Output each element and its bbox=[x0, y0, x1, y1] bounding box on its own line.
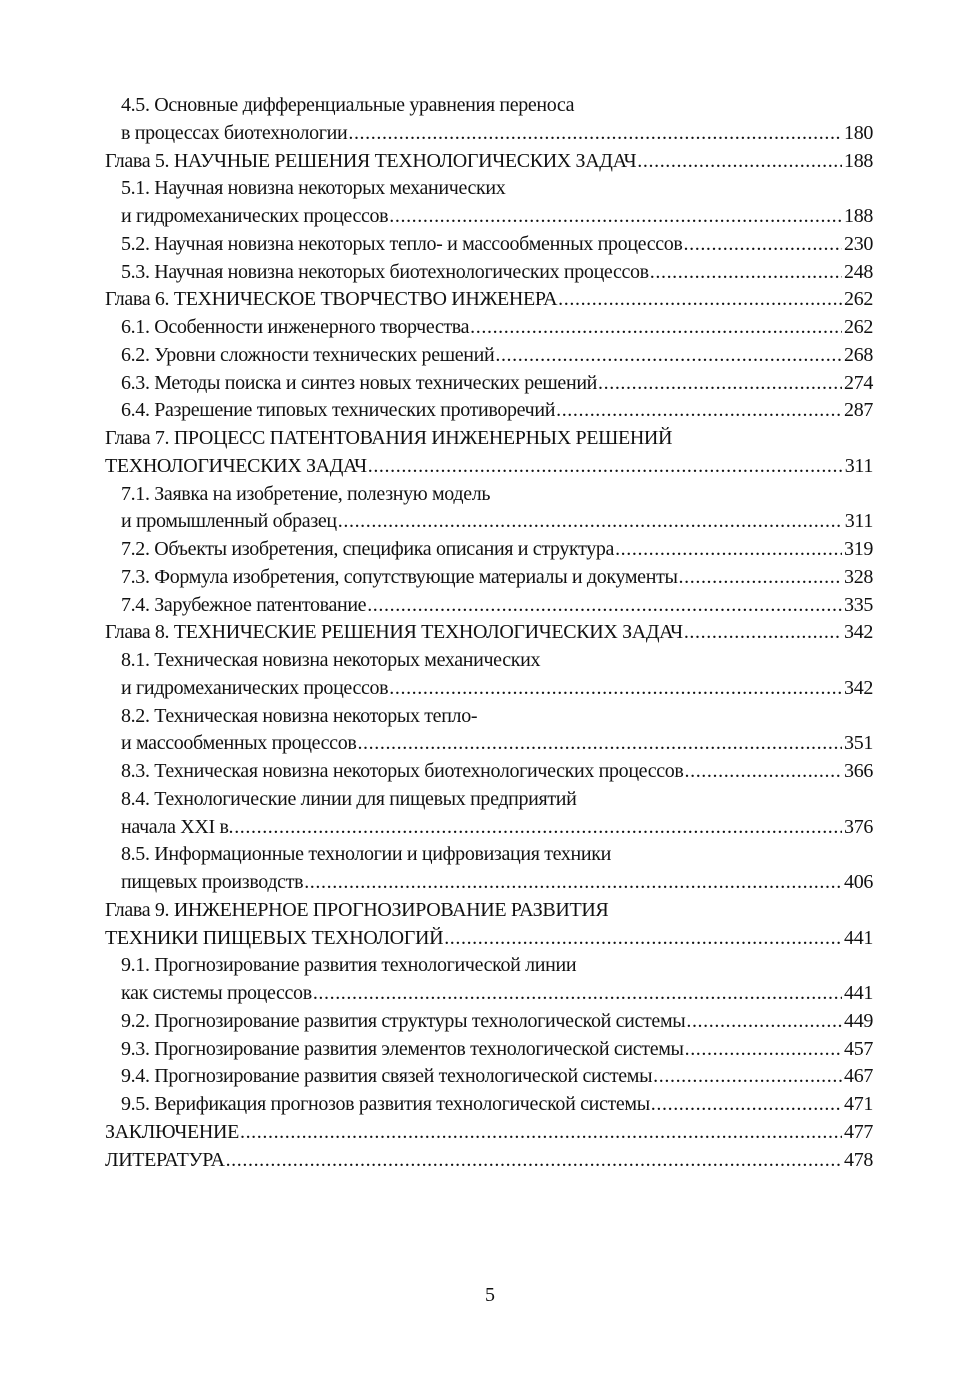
toc-title: в процессах биотехнологии bbox=[121, 121, 348, 144]
dot-leader bbox=[356, 730, 842, 758]
toc-title: 9.1. Прогнозирование развития технологической линии bbox=[121, 954, 577, 977]
toc-title: пищевых производств bbox=[121, 871, 304, 893]
toc-page-number: 248 bbox=[844, 260, 873, 283]
toc-line bbox=[105, 314, 873, 342]
toc-section bbox=[105, 592, 873, 620]
dot-leader bbox=[684, 758, 843, 786]
toc-title: 9.4. Прогнозирование развития связей технологической системы bbox=[121, 1065, 653, 1088]
toc-line bbox=[105, 425, 873, 453]
toc-line bbox=[105, 758, 873, 786]
toc-title: Глава 9. ИНЖЕНЕРНОЕ ПРОГНОЗИРОВАНИЕ РАЗВИТИЯ bbox=[105, 898, 609, 921]
toc-section bbox=[105, 786, 873, 842]
toc-section bbox=[105, 231, 873, 259]
toc-page-number: 342 bbox=[844, 676, 873, 699]
toc-page-number: 262 bbox=[844, 316, 873, 338]
toc-title: Глава 7. ПРОЦЕСС ПАТЕНТОВАНИЯ ИНЖЕНЕРНЫХ РЕШЕНИЙ bbox=[105, 427, 673, 449]
toc-chapter bbox=[105, 1119, 873, 1147]
toc-chapter bbox=[105, 619, 873, 647]
toc-section bbox=[105, 841, 873, 897]
toc-title: 7.2. Объекты изобретения, специфика описания и структура bbox=[121, 538, 615, 560]
toc-title: Глава 6. ТЕХНИЧЕСКОЕ ТВОРЧЕСТВО ИНЖЕНЕРА bbox=[105, 288, 558, 311]
toc-section bbox=[105, 342, 873, 370]
toc-line bbox=[105, 148, 873, 176]
toc-title: 8.2. Техническая новизна некоторых тепло- bbox=[121, 704, 478, 727]
toc-page-number: 311 bbox=[844, 510, 873, 533]
toc-line bbox=[105, 481, 873, 509]
toc-title: 9.2. Прогнозирование развития структуры технологической системы bbox=[121, 1009, 686, 1032]
toc-title: как системы процессов bbox=[121, 982, 312, 1004]
toc-page-number: 457 bbox=[844, 1037, 873, 1060]
toc-line bbox=[105, 730, 873, 758]
toc-page-number: 188 bbox=[844, 205, 873, 227]
dot-leader bbox=[685, 1008, 842, 1036]
toc-section bbox=[105, 952, 873, 1008]
toc-section bbox=[105, 397, 873, 425]
toc-section bbox=[105, 314, 873, 342]
toc-line bbox=[105, 814, 873, 842]
toc-page-number: 471 bbox=[844, 1093, 873, 1115]
toc-page-number: 319 bbox=[844, 538, 873, 560]
toc-line bbox=[105, 120, 873, 148]
toc-line bbox=[105, 1063, 873, 1091]
toc-page-number: 180 bbox=[844, 121, 873, 144]
dot-leader bbox=[239, 1119, 842, 1147]
toc-page-number: 406 bbox=[844, 871, 873, 893]
toc-section bbox=[105, 758, 873, 786]
toc-page-number: 449 bbox=[844, 1009, 873, 1032]
toc-title: 7.4. Зарубежное патентование bbox=[121, 593, 367, 616]
toc-line bbox=[105, 1119, 873, 1147]
toc-line bbox=[105, 786, 873, 814]
toc-title: ЗАКЛЮЧЕНИЕ bbox=[105, 1120, 239, 1143]
toc-line bbox=[105, 1147, 873, 1175]
toc-title: Глава 5. НАУЧНЫЕ РЕШЕНИЯ ТЕХНОЛОГИЧЕСКИХ ЗАДАЧ bbox=[105, 149, 637, 172]
toc-chapter bbox=[105, 1147, 873, 1175]
toc-line bbox=[105, 342, 873, 370]
toc-page-number: 477 bbox=[844, 1120, 873, 1143]
toc-section bbox=[105, 370, 873, 398]
toc-page-number: 188 bbox=[844, 149, 873, 172]
dot-leader bbox=[652, 1063, 842, 1091]
toc-line bbox=[105, 952, 873, 980]
toc-title: 9.3. Прогнозирование развития элементов технологической системы bbox=[121, 1037, 684, 1060]
toc-line bbox=[105, 286, 873, 314]
toc-chapter bbox=[105, 286, 873, 314]
dot-leader bbox=[650, 1091, 842, 1119]
dot-leader bbox=[683, 231, 843, 259]
toc-line bbox=[105, 1036, 873, 1064]
dot-leader bbox=[367, 453, 843, 481]
toc-line bbox=[105, 675, 873, 703]
toc-section bbox=[105, 1008, 873, 1036]
toc-page-number: 342 bbox=[844, 621, 873, 644]
toc-title: 8.3. Техническая новизна некоторых биотехнологических процессов bbox=[121, 760, 684, 782]
toc-line bbox=[105, 897, 873, 925]
toc-title: ЛИТЕРАТУРА bbox=[105, 1148, 225, 1171]
toc-page-number: 366 bbox=[844, 760, 873, 782]
toc-title: 6.3. Методы поиска и синтез новых технических решений bbox=[121, 371, 598, 394]
dot-leader bbox=[347, 120, 842, 148]
dot-leader bbox=[597, 370, 842, 398]
toc-section bbox=[105, 1063, 873, 1091]
toc-line bbox=[105, 592, 873, 620]
toc-line bbox=[105, 453, 873, 481]
toc-title: 8.1. Техническая новизна некоторых механических bbox=[121, 649, 541, 671]
toc-section bbox=[105, 1091, 873, 1119]
toc-page-number: 262 bbox=[844, 288, 873, 311]
toc-section bbox=[105, 703, 873, 759]
toc-line bbox=[105, 231, 873, 259]
toc-chapter bbox=[105, 897, 873, 953]
dot-leader bbox=[366, 592, 842, 620]
toc-line bbox=[105, 564, 873, 592]
toc-section bbox=[105, 536, 873, 564]
toc-page-number: 441 bbox=[844, 982, 873, 1004]
toc-title: 7.1. Заявка на изобретение, полезную модель bbox=[121, 482, 491, 505]
toc-title: ТЕХНОЛОГИЧЕСКИХ ЗАДАЧ bbox=[105, 454, 367, 477]
toc-section bbox=[105, 1036, 873, 1064]
dot-leader bbox=[683, 619, 842, 647]
toc-page-number: 467 bbox=[844, 1065, 873, 1088]
toc-line bbox=[105, 1091, 873, 1119]
toc-title: и промышленный образец bbox=[121, 510, 337, 533]
toc-page-number: 311 bbox=[844, 454, 873, 477]
toc-page-number: 274 bbox=[844, 371, 873, 394]
toc-page-number: 335 bbox=[844, 593, 873, 616]
toc-title: и гидромеханических процессов bbox=[121, 205, 389, 227]
dot-leader bbox=[303, 869, 842, 897]
toc-title: 7.3. Формула изобретения, сопутствующие материалы и документы bbox=[121, 565, 678, 588]
toc-line bbox=[105, 92, 873, 120]
toc-line bbox=[105, 980, 873, 1008]
toc-section bbox=[105, 175, 873, 231]
toc-page-number: 478 bbox=[844, 1148, 873, 1171]
dot-leader bbox=[557, 286, 842, 314]
toc-line bbox=[105, 703, 873, 731]
toc-title: 5.1. Научная новизна некоторых механических bbox=[121, 177, 506, 200]
dot-leader bbox=[225, 1147, 842, 1175]
toc-title: ТЕХНИКИ ПИЩЕВЫХ ТЕХНОЛОГИЙ bbox=[105, 926, 444, 949]
dot-leader bbox=[678, 564, 843, 592]
toc-section bbox=[105, 259, 873, 287]
page-number: 5 bbox=[485, 1284, 495, 1306]
toc-chapter bbox=[105, 148, 873, 176]
toc-line bbox=[105, 536, 873, 564]
toc-line bbox=[105, 841, 873, 869]
dot-leader bbox=[555, 397, 842, 425]
toc-title: 6.1. Особенности инженерного творчества bbox=[121, 316, 470, 338]
toc-page-number: 376 bbox=[844, 815, 873, 838]
dot-leader bbox=[233, 814, 842, 842]
dot-leader bbox=[337, 508, 843, 536]
toc-line bbox=[105, 175, 873, 203]
dot-leader bbox=[388, 675, 842, 703]
toc-line bbox=[105, 203, 873, 231]
dot-leader bbox=[649, 259, 842, 287]
toc-title: Глава 8. ТЕХНИЧЕСКИЕ РЕШЕНИЯ ТЕХНОЛОГИЧЕСКИХ ЗАДАЧ bbox=[105, 621, 683, 644]
toc-page-number: 441 bbox=[844, 926, 873, 949]
toc-title: 6.4. Разрешение типовых технических противоречий bbox=[121, 399, 556, 422]
toc-title: и гидромеханических процессов bbox=[121, 676, 389, 699]
toc-section bbox=[105, 481, 873, 537]
toc-title: и массообменных процессов bbox=[121, 732, 357, 755]
table-of-contents bbox=[105, 92, 873, 1174]
toc-chapter bbox=[105, 425, 873, 481]
dot-leader bbox=[614, 536, 842, 564]
dot-leader bbox=[684, 1036, 842, 1064]
toc-title: 8.5. Информационные технологии и цифровизация техники bbox=[121, 843, 611, 866]
dot-leader bbox=[443, 925, 842, 953]
toc-title: 4.5. Основные дифференциальные уравнения переноса bbox=[121, 94, 575, 116]
toc-section bbox=[105, 647, 873, 703]
dot-leader bbox=[469, 314, 842, 342]
toc-page-number: 230 bbox=[844, 232, 873, 255]
toc-title: начала XXI в. bbox=[121, 815, 234, 838]
toc-line bbox=[105, 1008, 873, 1036]
toc-line bbox=[105, 370, 873, 398]
dot-leader bbox=[312, 980, 842, 1008]
toc-line bbox=[105, 397, 873, 425]
toc-title: 9.5. Верификация прогнозов развития технологической системы bbox=[121, 1093, 650, 1115]
toc-title: 6.2. Уровни сложности технических решений bbox=[121, 343, 495, 366]
toc-line bbox=[105, 259, 873, 287]
toc-page-number: 328 bbox=[844, 565, 873, 588]
toc-page-number: 351 bbox=[844, 732, 873, 755]
toc-line bbox=[105, 869, 873, 897]
toc-line bbox=[105, 647, 873, 675]
toc-section bbox=[105, 564, 873, 592]
toc-line bbox=[105, 508, 873, 536]
toc-page-number: 287 bbox=[844, 399, 873, 422]
toc-section bbox=[105, 92, 873, 148]
toc-title: 5.2. Научная новизна некоторых тепло- и массообменных процессов bbox=[121, 232, 683, 255]
dot-leader bbox=[636, 148, 842, 176]
toc-title: 5.3. Научная новизна некоторых биотехнологических процессов bbox=[121, 260, 649, 283]
dot-leader bbox=[494, 342, 842, 370]
toc-title: 8.4. Технологические линии для пищевых предприятий bbox=[121, 787, 577, 810]
toc-line bbox=[105, 925, 873, 953]
toc-line bbox=[105, 619, 873, 647]
toc-page-number: 268 bbox=[844, 343, 873, 366]
dot-leader bbox=[388, 203, 842, 231]
